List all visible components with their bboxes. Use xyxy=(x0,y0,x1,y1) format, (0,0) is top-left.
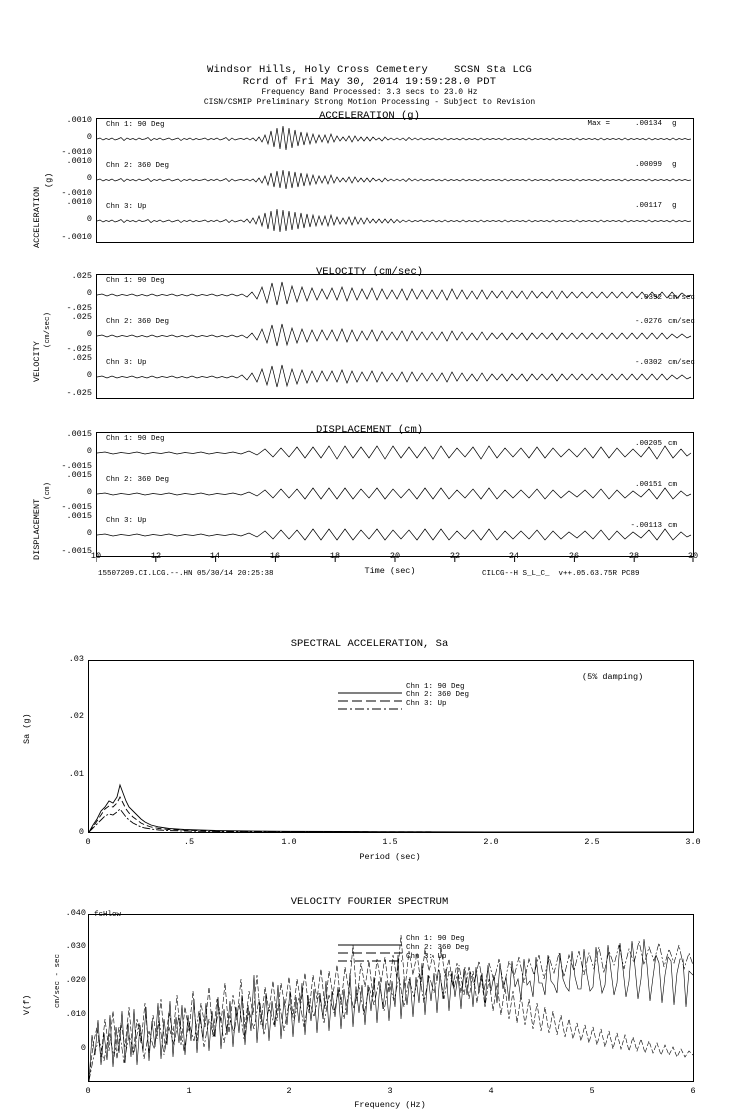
fourier-ytick-020: .020 xyxy=(65,975,86,985)
displacement-chn3-ytick-mid: 0 xyxy=(86,528,92,538)
displacement-traces xyxy=(97,433,693,556)
report-freq-band: Frequency Band Processed: 3.3 secs to 23.0 Hz xyxy=(261,88,478,97)
velocity-chn2-max: -.0276 xyxy=(634,318,662,326)
velocity-chn3-ytick-mid: 0 xyxy=(86,370,92,380)
acceleration-chn1-ytick-bot: -.0010 xyxy=(61,147,92,157)
sa-xtick-10: 1.0 xyxy=(281,837,297,847)
acceleration-chn3-ytick-bot: -.0010 xyxy=(61,232,92,242)
acceleration-chn3-ytick-top: .0010 xyxy=(66,197,92,207)
sa-xtick-30: 3.0 xyxy=(685,837,701,847)
displacement-chn3-ytick-top: .0015 xyxy=(66,511,92,521)
acceleration-chn1-label: Chn 1: 90 Deg xyxy=(106,121,165,129)
velocity-chn2-ytick-top: .025 xyxy=(71,312,92,322)
velocity-chn1-label: Chn 1: 90 Deg xyxy=(106,277,165,285)
sa-xaxis-label: Period (sec) xyxy=(359,852,421,862)
velocity-chn2-label: Chn 2: 360 Deg xyxy=(106,318,170,326)
time-xtick-16: 16 xyxy=(269,551,281,561)
displacement-chn1-label: Chn 1: 90 Deg xyxy=(106,435,165,443)
sa-xtick-25: 2.5 xyxy=(584,837,600,847)
report-processing-note: CISN/CSMIP Preliminary Strong Motion Processing - Subject to Revision xyxy=(203,98,536,107)
time-xtick-28: 28 xyxy=(628,551,640,561)
fourier-xtick-4: 4 xyxy=(488,1086,494,1096)
sa-ytick-02: .02 xyxy=(68,711,84,721)
acceleration-chn2-unit: g xyxy=(672,161,677,169)
sa-ytick-03: .03 xyxy=(68,654,84,664)
acceleration-chn3-label: Chn 3: Up xyxy=(106,203,147,211)
time-xtick-30: 30 xyxy=(687,551,699,561)
displacement-chn3-unit: cm xyxy=(668,522,678,530)
sa-ytick-0: 0 xyxy=(78,827,84,837)
time-xtick-22: 22 xyxy=(449,551,461,561)
displacement-chn1-ytick-top: .0015 xyxy=(66,429,92,439)
fourier-ytick-0: 0 xyxy=(80,1043,86,1053)
fourier-spectrum-title: VELOCITY FOURIER SPECTRUM xyxy=(290,896,449,908)
acceleration-max-prefix: Max = xyxy=(587,120,610,128)
acceleration-chn1-ytick-top: .0010 xyxy=(66,115,92,125)
displacement-chn3-ytick-bot: -.0015 xyxy=(61,546,92,556)
velocity-chn2-ytick-mid: 0 xyxy=(86,329,92,339)
acceleration-chn3-ytick-mid: 0 xyxy=(86,214,92,224)
sa-legend-chn1: Chn 1: 90 Deg xyxy=(406,683,465,691)
time-axis-label: Time (sec) xyxy=(364,566,416,576)
fourier-xaxis-label: Frequency (Hz) xyxy=(354,1100,426,1110)
sa-legend-chn3: Chn 3: Up xyxy=(406,700,447,708)
velocity-chn1-ytick-bot: -.025 xyxy=(66,303,92,313)
displacement-chn1-ytick-bot: -.0015 xyxy=(61,461,92,471)
fourier-ytick-010: .010 xyxy=(65,1009,86,1019)
fourier-legend-chn2: Chn 2: 360 Deg xyxy=(406,944,470,952)
velocity-chn1-unit: cm/sec xyxy=(668,294,696,302)
displacement-chn1-ytick-mid: 0 xyxy=(86,446,92,456)
sa-xtick-15: 1.5 xyxy=(382,837,398,847)
fourier-xtick-6: 6 xyxy=(690,1086,696,1096)
velocity-chn3-label: Chn 3: Up xyxy=(106,359,147,367)
time-xtick-20: 20 xyxy=(389,551,401,561)
fourier-legend-chn1: Chn 1: 90 Deg xyxy=(406,935,465,943)
displacement-chart-frame xyxy=(96,432,694,557)
acceleration-chn2-label: Chn 2: 360 Deg xyxy=(106,162,170,170)
displacement-chn1-max: .00205 xyxy=(634,440,662,448)
acceleration-traces xyxy=(97,119,693,242)
velocity-chn3-max: -.0302 xyxy=(634,359,662,367)
fourier-xtick-5: 5 xyxy=(589,1086,595,1096)
sa-ytick-01: .01 xyxy=(68,769,84,779)
displacement-chn2-ytick-mid: 0 xyxy=(86,487,92,497)
fourier-ytick-030: .030 xyxy=(65,941,86,951)
velocity-chn1-max: -.0392 xyxy=(634,294,662,302)
fourier-corner-label: fcHlow xyxy=(94,911,122,919)
acceleration-chn3-unit: g xyxy=(672,202,677,210)
time-xtick-14: 14 xyxy=(209,551,221,561)
acceleration-chn1-max: .00134 xyxy=(634,120,662,128)
fourier-xtick-1: 1 xyxy=(186,1086,192,1096)
acceleration-chn1-ytick-mid: 0 xyxy=(86,132,92,142)
acceleration-chn2-ytick-mid: 0 xyxy=(86,173,92,183)
sa-xtick-20: 2.0 xyxy=(483,837,499,847)
seismogram-report-page: Windsor Hills, Holy Cross Cemetery SCSN Sta LCG Rcrd of Fri May 30, 2014 19:59:28.0 PDT Frequency Band Processed: 3.3 secs to 23.0 Hz CISN/CSMIP Preliminary Strong Motion Processing - Subject to Revision ACCELERATION (g) ACCELERATION (g) Chn 1: 90 Deg Chn 2: 360 Deg Chn 3: Up .0010 0 -.0010 .0010 0 -.0010 .0010 0 -.0010 Max = .00134 g .00099 g .00117 g VELOCITY (cm/sec) VELOCITY (cm/sec) Chn 1: 90 Deg Chn 2: 360 Deg Chn 3: Up .025 0 -.025 .025 0 -.025 .025 0 -.025 -.0392 cm/sec -.0276 cm/sec -.0302 cm/sec DISPLACEMENT (cm) DISPLACEMENT (cm) Chn 1: 90 Deg Chn 2: 360 Deg Chn 3: Up .0015 0 -.0015 .0015 0 -.0015 .0015 0 -.0015 .00205 cm .00151 cm -.00113 cm 10 12 14 16 18 20 22 24 26 28 30 Time (sec) 15507209.CI.LCG.--.HN 05/30/14 20:25:38 CILCG--H S_L_C_ v++.05.63.75R PC89 SPECTRAL ACCELERATION, Sa Sa (g) .03 .02 .01 0 0 .5 1.0 1.5 2.0 2.5 3.0 Period (sec) (5% damping) Chn 1: 90 Deg Chn 2: 360 Deg Chn 3: Up VELOCITY FOURIER SPECTRUM V(f) cm/sec - sec fcHlow .040 .030 .020 .010 0 0 1 2 3 4 5 6 Frequency (Hz) Chn 1: 90 Deg Chn 2: 360 Deg Chn 3: Up xyxy=(0,0,739,1115)
footer-left: 15507209.CI.LCG.--.HN 05/30/14 20:25:38 xyxy=(98,570,274,578)
velocity-chn1-ytick-top: .025 xyxy=(71,271,92,281)
displacement-chn2-ytick-bot: -.0015 xyxy=(61,502,92,512)
fourier-ytick-040: .040 xyxy=(65,908,86,918)
report-title-station: Windsor Hills, Holy Cross Cemetery SCSN Sta LCG xyxy=(206,64,533,76)
fourier-xtick-0: 0 xyxy=(85,1086,91,1096)
displacement-chn1-unit: cm xyxy=(668,440,678,448)
velocity-chart-frame xyxy=(96,274,694,399)
time-xtick-24: 24 xyxy=(508,551,520,561)
displacement-chn2-unit: cm xyxy=(668,481,678,489)
report-title-record: Rcrd of Fri May 30, 2014 19:59:28.0 PDT xyxy=(242,76,497,88)
time-xtick-26: 26 xyxy=(568,551,580,561)
sa-xtick-05: .5 xyxy=(183,837,195,847)
displacement-chn2-max: .00151 xyxy=(634,481,662,489)
time-xtick-12: 12 xyxy=(150,551,162,561)
spectral-acceleration-frame xyxy=(88,660,694,833)
displacement-chn2-ytick-top: .0015 xyxy=(66,470,92,480)
velocity-chn2-ytick-bot: -.025 xyxy=(66,344,92,354)
sa-curves xyxy=(89,661,693,832)
velocity-chn2-unit: cm/sec xyxy=(668,318,696,326)
sa-damping-annotation: (5% damping) xyxy=(582,672,644,682)
acceleration-chn2-max: .00099 xyxy=(634,161,662,169)
displacement-panel-title: DISPLACEMENT (cm) xyxy=(315,424,424,436)
fourier-xtick-2: 2 xyxy=(286,1086,292,1096)
time-xtick-18: 18 xyxy=(329,551,341,561)
acceleration-chn1-unit: g xyxy=(672,120,677,128)
displacement-chn3-label: Chn 3: Up xyxy=(106,517,147,525)
displacement-chn2-label: Chn 2: 360 Deg xyxy=(106,476,170,484)
fourier-legend-chn3: Chn 3: Up xyxy=(406,953,447,961)
spectral-acceleration-title: SPECTRAL ACCELERATION, Sa xyxy=(290,638,449,650)
fourier-xtick-3: 3 xyxy=(387,1086,393,1096)
velocity-chn3-unit: cm/sec xyxy=(668,359,696,367)
velocity-chn1-ytick-mid: 0 xyxy=(86,288,92,298)
acceleration-chn2-ytick-bot: -.0010 xyxy=(61,188,92,198)
acceleration-chart-frame xyxy=(96,118,694,243)
velocity-chn3-ytick-top: .025 xyxy=(71,353,92,363)
displacement-chn3-max: -.00113 xyxy=(630,522,662,530)
sa-legend-chn2: Chn 2: 360 Deg xyxy=(406,691,470,699)
acceleration-chn2-ytick-top: .0010 xyxy=(66,156,92,166)
footer-right: CILCG--H S_L_C_ v++.05.63.75R PC89 xyxy=(482,570,640,578)
velocity-panel-title: VELOCITY (cm/sec) xyxy=(315,266,424,278)
time-xtick-10: 10 xyxy=(90,551,102,561)
sa-xtick-0: 0 xyxy=(85,837,91,847)
acceleration-chn3-max: .00117 xyxy=(634,202,662,210)
velocity-chn3-ytick-bot: -.025 xyxy=(66,388,92,398)
acceleration-panel-title: ACCELERATION (g) xyxy=(319,110,420,122)
